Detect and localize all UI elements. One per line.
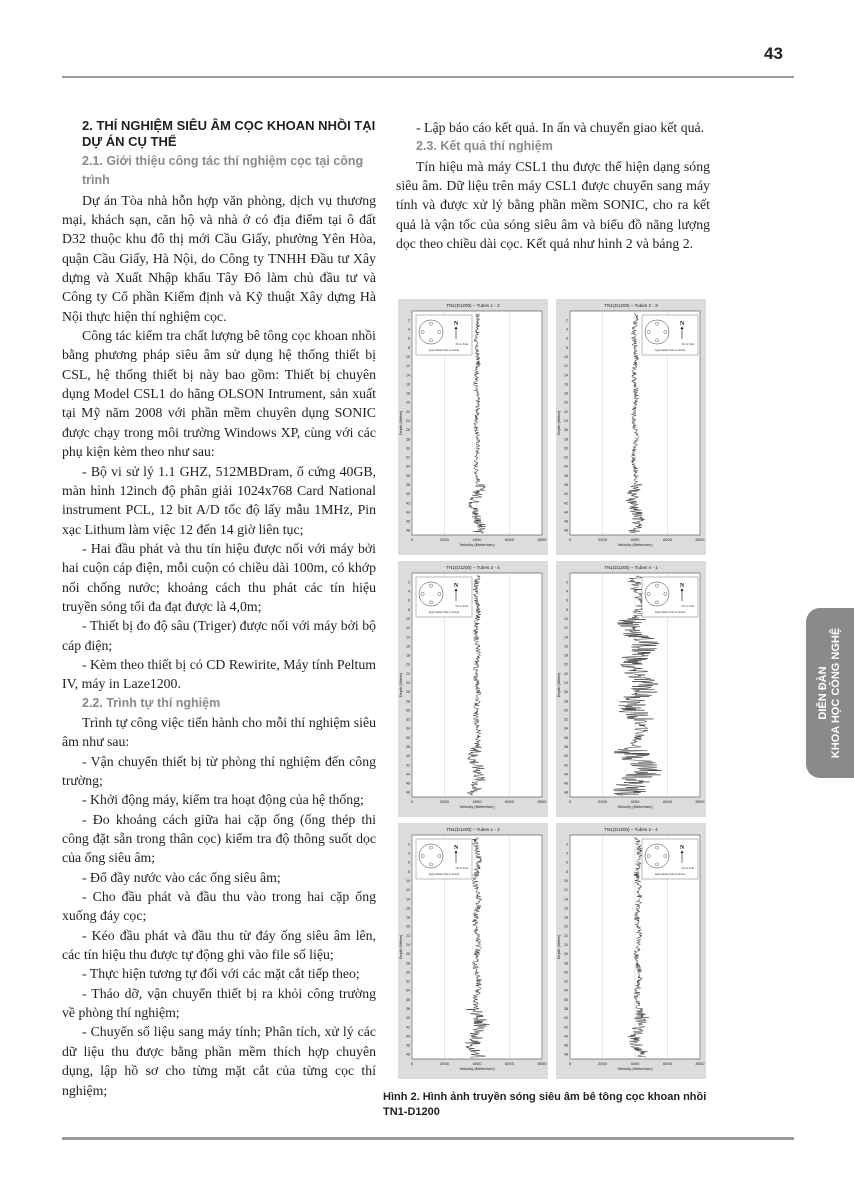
y-tick-label: 30: [564, 970, 568, 975]
paragraph: - Chuyển số liệu sang máy tính; Phân tích, xử lý các dữ liệu thu được bằng phần mềm thích hợp chuyên dụng, lập hồ sơ cho từng mặt cắt của từng cọc thí nghiệm;: [62, 1024, 376, 1098]
north-label: N: [453, 845, 459, 851]
y-tick-label: 48: [564, 1052, 568, 1057]
y-tick-label: 44: [564, 1034, 568, 1039]
y-tick-label: 28: [406, 437, 410, 442]
right-column: [396, 118, 710, 253]
y-tick-label: 4: [408, 589, 410, 594]
y-tick-label: 8: [566, 869, 568, 874]
x-tick-label: 4000: [630, 1061, 640, 1066]
north-label: N: [679, 583, 685, 589]
chart-panel-3-4: [398, 561, 548, 817]
y-tick-label: 2: [408, 580, 410, 585]
y-tick-label: 38: [564, 483, 568, 488]
y-tick-label: 24: [564, 419, 568, 424]
paragraph: - Bộ vi sử lý 1.1 GHZ, 512MBDram, ổ cứng 40GB, màn hình 12inch độ phân giải 1024x768 Card National instrument PCL, 12 bit A/D tốc độ lấy mẫu 1MHz, Pin xạc Lithum làm việc 12 đến 14 giờ liên tục;: [62, 463, 376, 537]
y-tick-label: 6: [408, 336, 410, 341]
legend-tube-locations: Approximate Tube Locations: [654, 873, 686, 876]
y-tick-label: 6: [408, 860, 410, 865]
x-tick-label: 8000: [537, 1061, 547, 1066]
chart-title: TN1(D1200) – Tubes 4 - 1: [604, 565, 658, 570]
north-label: N: [453, 583, 459, 589]
y-tick-label: 6: [566, 860, 568, 865]
x-tick-label: 6000: [505, 1061, 514, 1066]
x-tick-label: 4000: [472, 1061, 482, 1066]
y-tick-label: 42: [564, 501, 568, 506]
y-tick-label: 44: [406, 772, 410, 777]
chart-panel-2-4: [556, 823, 706, 1079]
x-tick-label: 8000: [537, 799, 547, 804]
y-tick-label: 46: [564, 519, 568, 524]
y-tick-label: 10: [406, 879, 410, 884]
figure-caption: Hình 2. Hình ảnh truyền sóng siêu âm bê tông cọc khoan nhồi TN1-D1200: [383, 1091, 707, 1118]
y-tick-label: 14: [564, 897, 568, 902]
x-tick-label: 4000: [630, 537, 640, 542]
paragraph: Công tác kiểm tra chất lượng bê tông cọc khoan nhồi bằng phương pháp siêu âm sử dụng hệ thống thiết bị CSL, hệ thống thiết bị này bao gồm: Thiết bị chuyên dụng Model CSL1 do hãng OLSON Intrument, sản xuất tại Mỹ năm 2008 với phần mềm chuyên dụng SONIC được chạy trong môi trường Windows XP, cùng với các phụ kiện kèm theo như sau:: [62, 328, 376, 460]
y-tick-label: 34: [564, 726, 568, 731]
y-tick-label: 48: [406, 528, 410, 533]
y-tick-label: 18: [406, 915, 410, 920]
x-tick-label: 2000: [440, 799, 449, 804]
chart-title: TN1(D1200) – Tubes 2 - 3: [604, 303, 658, 308]
y-tick-label: 38: [406, 483, 410, 488]
y-tick-label: 38: [564, 745, 568, 750]
north-label: N: [679, 321, 685, 327]
tube-marker: [647, 592, 650, 595]
chart-title: TN1(D1200) – Tubes 3 - 4: [446, 565, 500, 570]
tube-marker: [664, 854, 667, 857]
x-tick-label: 4000: [472, 537, 482, 542]
paragraph: - Tháo dỡ, vận chuyển thiết bị ra khỏi công trường về phòng thí nghiệm;: [62, 985, 376, 1021]
y-tick-label: 2: [566, 318, 568, 323]
y-tick-label: 20: [564, 662, 568, 667]
tube-marker: [655, 584, 658, 587]
legend-tube-locations: Approximate Tube Locations: [428, 349, 460, 352]
y-tick-label: 26: [564, 428, 568, 433]
chart-panel-1-3: [398, 823, 548, 1079]
tube-marker: [421, 330, 424, 333]
y-tick-label: 10: [564, 879, 568, 884]
x-axis-label: Velocity (Meter/sec): [617, 804, 653, 809]
paragraph: - Đổ đầy nước vào các ống siêu âm;: [82, 869, 281, 885]
y-tick-label: 12: [406, 888, 410, 893]
y-tick-label: 12: [564, 888, 568, 893]
y-tick-label: 18: [564, 653, 568, 658]
x-tick-label: 8000: [537, 537, 547, 542]
y-tick-label: 32: [564, 455, 568, 460]
x-tick-label: 8000: [695, 1061, 705, 1066]
paragraph: - Thực hiện tương tự đối với các mặt cắt tiếp theo;: [82, 966, 360, 982]
y-tick-label: 42: [406, 1025, 410, 1030]
y-tick-label: 28: [406, 699, 410, 704]
subheading-2-1: 2.1. Giới thiệu công tác thí nghiệm cọc tại công trình: [82, 154, 364, 188]
y-tick-label: 24: [406, 419, 410, 424]
y-tick-label: 34: [406, 726, 410, 731]
y-tick-label: 30: [406, 970, 410, 975]
tube-marker: [421, 592, 424, 595]
y-tick-label: 48: [564, 790, 568, 795]
y-tick-label: 46: [406, 781, 410, 786]
tube-marker: [429, 584, 432, 587]
subheading-2-3: 2.3. Kết quả thí nghiệm: [416, 139, 553, 154]
chart-title: TN1(D1200) – Tubes 1 - 2: [446, 303, 500, 308]
figure-2: [396, 297, 710, 1081]
y-tick-label: 14: [406, 635, 410, 640]
y-tick-label: 22: [406, 409, 410, 414]
y-tick-label: 40: [406, 492, 410, 497]
x-tick-label: 0: [410, 1061, 414, 1066]
y-tick-label: 2: [408, 842, 410, 847]
y-tick-label: 16: [406, 906, 410, 911]
y-tick-label: 8: [408, 345, 410, 350]
y-tick-label: 14: [406, 897, 410, 902]
y-tick-label: 36: [406, 735, 410, 740]
y-tick-label: 16: [564, 644, 568, 649]
tube-marker: [647, 330, 650, 333]
paragraph: - Hai đầu phát và thu tín hiệu được nối với máy bởi hai cuộn cáp điện, mỗi cuộn có chiều dài 100m, có khớp nối chống nước; khoảng cách thu phát các tín hiệu truyền sóng tối đa đạt được là 4,0m;: [62, 540, 376, 614]
chart-panel-2-3: [556, 299, 706, 555]
legend-not-to-scale: Not to Scale: [681, 343, 695, 346]
y-tick-label: 48: [406, 1052, 410, 1057]
y-tick-label: 42: [406, 501, 410, 506]
y-tick-label: 6: [566, 336, 568, 341]
y-axis-label: Depth (Meter): [398, 672, 403, 698]
y-tick-label: 36: [564, 473, 568, 478]
y-tick-label: 30: [564, 446, 568, 451]
paragraph: - Lập báo cáo kết quả. In ấn và chuyển giao kết quả.: [416, 120, 705, 135]
y-tick-label: 12: [406, 364, 410, 369]
x-tick-label: 0: [568, 1061, 572, 1066]
side-tab-label: [817, 628, 843, 758]
chart-panel-1-2: [398, 299, 548, 555]
y-tick-label: 44: [406, 1034, 410, 1039]
y-tick-label: 2: [566, 580, 568, 585]
y-tick-label: 26: [564, 690, 568, 695]
y-tick-label: 8: [566, 345, 568, 350]
y-tick-label: 14: [406, 373, 410, 378]
y-axis-label: Depth (Meter): [556, 672, 561, 698]
side-tab-line-1: DIỄN ĐÀN: [817, 666, 829, 720]
x-tick-label: 2000: [440, 537, 449, 542]
y-tick-label: 32: [406, 455, 410, 460]
x-axis-label: Velocity (Meter/sec): [459, 542, 495, 547]
paragraph: Dự án Tòa nhà hỗn hợp văn phòng, dịch vụ thương mại, khách sạn, căn hộ và nhà ở có địa điểm tại ô đất D32 thuộc khu đô thị mới Cầu Giấy, phường Yên Hòa, quận Cầu Giấy, Hà Nội, do Công ty TNHH Đầu tư Xây dựng và Xuất Nhập khẩu Tây Đô làm chủ đầu tư và Công ty Cổ phần Kiểm định và Kỹ thuật Xây dựng Hà Nội thực hiện thí nghiệm cọc.: [62, 192, 376, 324]
chart-title: TN1(D1200) – Tubes 2 - 4: [604, 827, 658, 832]
y-tick-label: 38: [406, 1007, 410, 1012]
y-axis-label: Depth (Meter): [398, 410, 403, 436]
y-tick-label: 22: [406, 933, 410, 938]
y-tick-label: 22: [564, 671, 568, 676]
paragraph: - Cho đầu phát và đầu thu vào trong hai cặp ống xuống đáy cọc;: [62, 889, 376, 924]
north-label: N: [679, 845, 685, 851]
section-heading: 2. THÍ NGHIỆM SIÊU ÂM CỌC KHOAN NHỒI TẠI DỰ ÁN CỤ THỂ: [82, 118, 376, 149]
y-tick-label: 38: [564, 1007, 568, 1012]
y-tick-label: 36: [564, 997, 568, 1002]
legend-tube-locations: Approximate Tube Locations: [428, 873, 460, 876]
y-tick-label: 26: [406, 690, 410, 695]
y-tick-label: 46: [406, 519, 410, 524]
paragraph: - Vận chuyển thiết bị từ phòng thí nghiệm đến công trường;: [62, 753, 376, 788]
y-tick-label: 18: [406, 653, 410, 658]
y-tick-label: 10: [564, 355, 568, 360]
side-tab: [806, 608, 854, 778]
legend-not-to-scale: Not to Scale: [681, 605, 695, 608]
y-tick-label: 10: [564, 617, 568, 622]
tube-marker: [438, 854, 441, 857]
x-tick-label: 4000: [630, 799, 640, 804]
y-tick-label: 24: [406, 681, 410, 686]
x-tick-label: 2000: [440, 1061, 449, 1066]
paragraph: - Đo khoảng cách giữa hai cặp ống (ống thép thi công đặt sẵn trong thân cọc) kiểm tra độ thông suốt dọc của ống siêu âm;: [62, 811, 376, 866]
y-tick-label: 46: [406, 1043, 410, 1048]
tube-marker: [647, 854, 650, 857]
y-tick-label: 12: [406, 626, 410, 631]
y-tick-label: 36: [564, 735, 568, 740]
y-tick-label: 44: [564, 772, 568, 777]
paragraph: Trình tự công việc tiến hành cho mỗi thí nghiệm siêu âm như sau:: [62, 714, 376, 750]
x-tick-label: 2000: [598, 1061, 607, 1066]
tube-marker: [655, 339, 658, 342]
y-tick-label: 30: [406, 446, 410, 451]
legend-tube-locations: Approximate Tube Locations: [428, 611, 460, 614]
chart-svg: [398, 823, 548, 1079]
x-tick-label: 2000: [598, 537, 607, 542]
y-tick-label: 34: [406, 464, 410, 469]
y-tick-label: 24: [406, 943, 410, 948]
y-tick-label: 36: [406, 473, 410, 478]
y-tick-label: 46: [564, 781, 568, 786]
y-tick-label: 34: [406, 988, 410, 993]
chart-svg: [398, 299, 548, 555]
y-tick-label: 48: [406, 790, 410, 795]
y-tick-label: 4: [566, 851, 568, 856]
tube-marker: [429, 846, 432, 849]
tube-marker: [429, 863, 432, 866]
x-tick-label: 6000: [663, 537, 672, 542]
legend-not-to-scale: Not to Scale: [455, 605, 469, 608]
y-tick-label: 12: [564, 626, 568, 631]
y-tick-label: 42: [406, 763, 410, 768]
y-tick-label: 24: [564, 943, 568, 948]
x-tick-label: 8000: [695, 537, 705, 542]
y-tick-label: 34: [564, 464, 568, 469]
y-tick-label: 48: [564, 528, 568, 533]
x-tick-label: 6000: [505, 799, 514, 804]
y-tick-label: 22: [564, 933, 568, 938]
y-tick-label: 32: [564, 979, 568, 984]
left-column: [62, 118, 376, 1100]
x-tick-label: 4000: [472, 799, 482, 804]
y-tick-label: 28: [406, 961, 410, 966]
y-tick-label: 26: [406, 428, 410, 433]
y-tick-label: 16: [564, 382, 568, 387]
y-tick-label: 44: [564, 510, 568, 515]
y-axis-label: Depth (Meter): [398, 934, 403, 960]
chart-svg: [398, 561, 548, 817]
chart-title: TN1(D1200) – Tubes 1 - 3: [446, 827, 500, 832]
chart-svg: [556, 299, 706, 555]
paragraph: - Thiết bị đo độ sâu (Triger) được nối với máy bởi bộ cáp điện;: [62, 618, 376, 653]
chart-svg: [556, 561, 706, 817]
paragraph: Tín hiệu mà máy CSL1 thu được thể hiện dạng sóng siêu âm. Dữ liệu trên máy CSL1 được chuyển sang máy tính và được xử lý bằng phần mềm SONIC, cho ra kết quả là vận tốc của sóng siêu âm và biểu đồ năng lượng dọc theo chiều dài cọc. Kết quả như hình 2 và bảng 2.: [396, 158, 710, 252]
y-tick-label: 32: [564, 717, 568, 722]
y-tick-label: 30: [564, 708, 568, 713]
x-tick-label: 0: [568, 799, 572, 804]
y-tick-label: 4: [408, 851, 410, 856]
y-tick-label: 42: [564, 1025, 568, 1030]
x-tick-label: 6000: [663, 799, 672, 804]
y-tick-label: 26: [406, 952, 410, 957]
x-tick-label: 6000: [663, 1061, 672, 1066]
y-tick-label: 16: [406, 382, 410, 387]
subheading-2-2: 2.2. Trình tự thí nghiệm: [82, 695, 221, 710]
page-number: 43: [764, 44, 783, 63]
y-tick-label: 18: [564, 391, 568, 396]
y-tick-label: 14: [564, 635, 568, 640]
y-tick-label: 34: [564, 988, 568, 993]
top-rule: [62, 76, 794, 78]
y-tick-label: 22: [406, 671, 410, 676]
tube-marker: [664, 330, 667, 333]
y-tick-label: 2: [566, 842, 568, 847]
tube-marker: [429, 322, 432, 325]
tube-marker: [655, 322, 658, 325]
paragraph: - Kéo đầu phát và đầu thu từ đáy ống siêu âm lên, các tín hiệu thu được tự động ghi vào file số liệu;: [62, 927, 376, 963]
tube-marker: [664, 592, 667, 595]
y-tick-label: 2: [408, 318, 410, 323]
y-tick-label: 20: [406, 400, 410, 405]
y-tick-label: 18: [564, 915, 568, 920]
y-tick-label: 44: [406, 510, 410, 515]
y-tick-label: 42: [564, 763, 568, 768]
tube-marker: [655, 863, 658, 866]
y-tick-label: 10: [406, 355, 410, 360]
x-axis-label: Velocity (Meter/sec): [459, 804, 495, 809]
y-tick-label: 28: [564, 437, 568, 442]
y-tick-label: 28: [564, 961, 568, 966]
y-tick-label: 6: [408, 598, 410, 603]
x-tick-label: 0: [410, 799, 414, 804]
tube-marker: [655, 846, 658, 849]
y-tick-label: 32: [406, 717, 410, 722]
tube-marker: [438, 592, 441, 595]
legend-tube-locations: Approximate Tube Locations: [654, 611, 686, 614]
paragraph: - Kèm theo thiết bị có CD Rewirite, Máy tính Peltum IV, máy in Laze1200.: [62, 656, 376, 692]
y-tick-label: 40: [564, 754, 568, 759]
y-tick-label: 28: [564, 699, 568, 704]
tube-marker: [421, 854, 424, 857]
legend-not-to-scale: Not to Scale: [455, 867, 469, 870]
y-axis-label: Depth (Meter): [556, 410, 561, 436]
y-tick-label: 10: [406, 617, 410, 622]
y-tick-label: 16: [406, 644, 410, 649]
x-tick-label: 0: [410, 537, 414, 542]
side-tab-line-2: KHOA HỌC CÔNG NGHỆ: [830, 627, 842, 759]
y-tick-label: 14: [564, 373, 568, 378]
y-tick-label: 18: [406, 391, 410, 396]
y-tick-label: 32: [406, 979, 410, 984]
y-tick-label: 36: [406, 997, 410, 1002]
x-axis-label: Velocity (Meter/sec): [617, 542, 653, 547]
x-tick-label: 6000: [505, 537, 514, 542]
legend-tube-locations: Approximate Tube Locations: [654, 349, 686, 352]
legend-not-to-scale: Not to Scale: [455, 343, 469, 346]
y-tick-label: 4: [566, 589, 568, 594]
y-tick-label: 26: [564, 952, 568, 957]
y-tick-label: 40: [564, 1016, 568, 1021]
y-tick-label: 20: [406, 662, 410, 667]
y-tick-label: 22: [564, 409, 568, 414]
y-tick-label: 24: [564, 681, 568, 686]
bottom-rule: [62, 1137, 794, 1140]
x-tick-label: 8000: [695, 799, 705, 804]
x-axis-label: Velocity (Meter/sec): [459, 1066, 495, 1071]
y-tick-label: 4: [408, 327, 410, 332]
y-tick-label: 30: [406, 708, 410, 713]
y-tick-label: 16: [564, 906, 568, 911]
legend-not-to-scale: Not to Scale: [681, 867, 695, 870]
y-tick-label: 38: [406, 745, 410, 750]
tube-marker: [429, 339, 432, 342]
tube-marker: [655, 601, 658, 604]
y-tick-label: 40: [564, 492, 568, 497]
y-tick-label: 40: [406, 754, 410, 759]
y-tick-label: 12: [564, 364, 568, 369]
y-tick-label: 8: [408, 607, 410, 612]
y-tick-label: 8: [408, 869, 410, 874]
y-tick-label: 20: [564, 924, 568, 929]
x-axis-label: Velocity (Meter/sec): [617, 1066, 653, 1071]
y-tick-label: 20: [406, 924, 410, 929]
x-tick-label: 0: [568, 537, 572, 542]
paragraph: - Khởi động máy, kiểm tra hoạt động của hệ thống;: [82, 792, 364, 808]
y-tick-label: 46: [564, 1043, 568, 1048]
chart-svg: [556, 823, 706, 1079]
tube-marker: [429, 601, 432, 604]
y-axis-label: Depth (Meter): [556, 934, 561, 960]
x-tick-label: 2000: [598, 799, 607, 804]
y-tick-label: 6: [566, 598, 568, 603]
y-tick-label: 20: [564, 400, 568, 405]
north-label: N: [453, 321, 459, 327]
tube-marker: [438, 330, 441, 333]
chart-panel-4-1: [556, 561, 706, 817]
y-tick-label: 40: [406, 1016, 410, 1021]
y-tick-label: 8: [566, 607, 568, 612]
y-tick-label: 4: [566, 327, 568, 332]
